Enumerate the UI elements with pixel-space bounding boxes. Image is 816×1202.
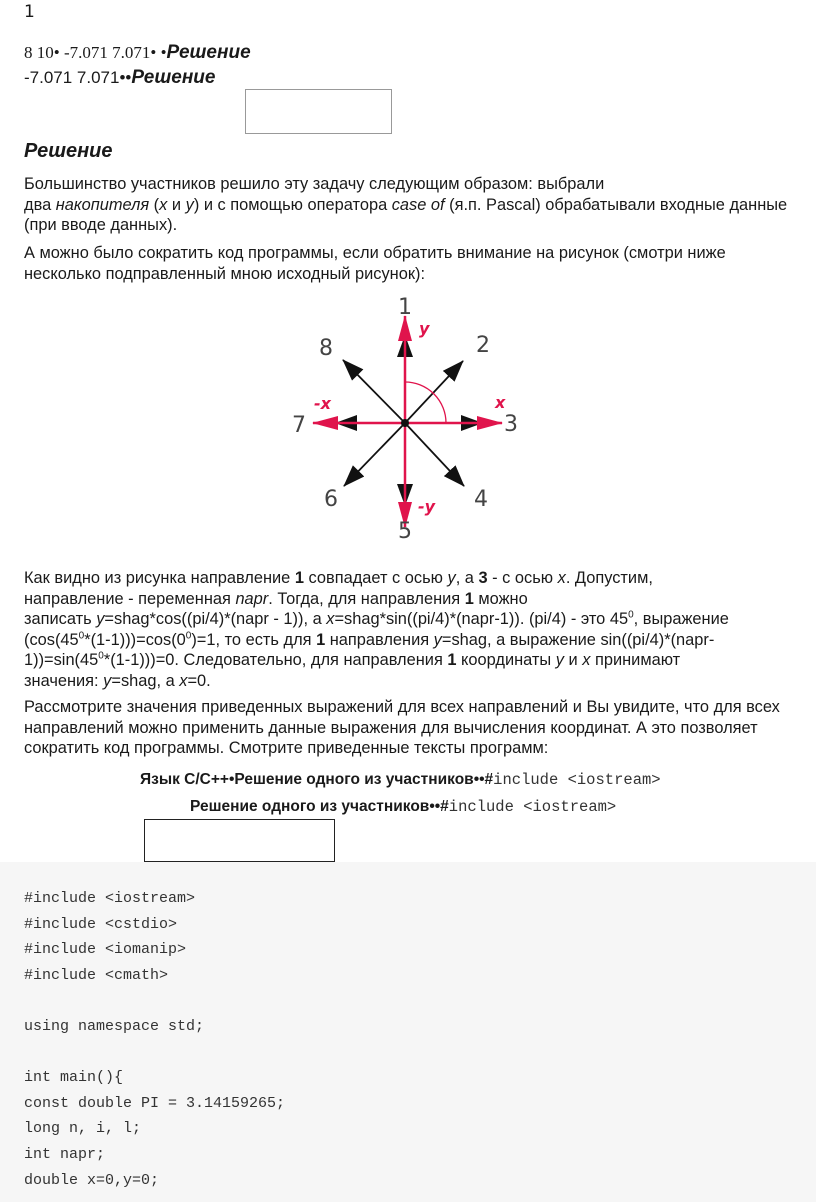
black-arrows	[336, 336, 482, 505]
text-segment: можно	[473, 589, 528, 608]
text-segment: . Допустим,	[565, 569, 653, 587]
axis-label-y: y	[419, 319, 430, 338]
text-segment: y	[96, 610, 105, 628]
text-segment: case of	[391, 195, 445, 214]
text-segment: 1	[464, 589, 474, 608]
text-segment: 1	[447, 651, 457, 669]
text-segment: =shag*sin((pi/4)*(napr-1)). (pi/4) - это 45	[334, 610, 629, 628]
origin-point	[401, 419, 409, 427]
text-segment: (cos(45	[24, 630, 79, 649]
caption-text: Решение одного из участников••#	[190, 798, 449, 815]
artifact-text: 8 10• -7.071 7.071• •	[24, 43, 167, 62]
text-segment: *(1-1)))=0. Следовательно, для направления	[103, 651, 448, 669]
arrow-direction-2	[405, 361, 463, 423]
direction-label-1: 1	[398, 295, 412, 320]
text-segment: - с осью	[487, 569, 558, 587]
axis-label-neg-x: -x	[314, 394, 331, 413]
direction-label-6: 6	[324, 487, 338, 512]
empty-image-frame	[144, 819, 335, 862]
page-number: 1	[24, 2, 35, 22]
direction-label-3: 3	[504, 412, 518, 437]
arrow-direction-6	[344, 423, 405, 486]
text-segment: 0	[185, 630, 192, 642]
text-segment: x	[557, 569, 566, 587]
text-segment: . Тогда, для направления	[268, 589, 465, 608]
axis-label-neg-y: -y	[418, 497, 436, 516]
text-segment: координаты	[456, 651, 556, 669]
text-segment: =shag, а выражение sin((pi/4)*(napr-	[441, 630, 715, 649]
axis-label-x: x	[495, 393, 506, 412]
section-heading: Решение	[24, 140, 113, 162]
text-segment: y	[185, 195, 194, 214]
caption-text: Язык C/C++•Решение одного из участников••#	[140, 771, 494, 788]
direction-diagram	[0, 0, 816, 560]
text-segment: значения:	[24, 671, 104, 690]
text-segment: 0	[628, 609, 634, 621]
text-segment: )=1, то есть для	[191, 630, 317, 649]
text-segment: =shag*cos((pi/4)*(napr - 1)), а	[104, 610, 327, 628]
text-segment: *(1-1)))=cos(0	[84, 630, 186, 649]
text-segment: принимают	[590, 651, 681, 669]
text-segment: записать	[24, 610, 97, 628]
text-segment: (	[149, 195, 160, 214]
artifact-heading: Решение	[166, 42, 251, 63]
text-segment: два	[24, 195, 56, 214]
text-segment: Рассмотрите значения приведенных выражений для всех направлений и Вы увидите, что для всех направлений можно применить данные выражения для вычисления координат. А это позволяет сократить код программы. Смотрите приведенные тексты программ:	[24, 698, 780, 757]
text-segment: y	[103, 671, 112, 690]
text-segment: , а	[455, 569, 479, 587]
caption-code: include <iostream>	[448, 798, 617, 816]
text-segment: 1	[316, 630, 326, 649]
text-segment: =0.	[187, 671, 211, 690]
text-segment: совпадает с осью	[303, 569, 448, 587]
direction-label-4: 4	[474, 487, 488, 512]
paragraph-explanation	[24, 568, 799, 691]
text-segment: x	[179, 671, 188, 690]
caption-code: include <iostream>	[493, 771, 661, 789]
text-segment: x	[582, 651, 591, 669]
direction-label-2: 2	[476, 333, 490, 358]
text-segment: 1))=sin(45	[24, 651, 99, 669]
text-segment: Как видно из рисунка направление	[24, 569, 295, 587]
code-caption-1	[140, 771, 661, 789]
text-segment: и	[563, 651, 583, 669]
arrow-direction-8	[343, 360, 405, 423]
text-segment: направления	[325, 630, 434, 649]
arrow-direction-4	[405, 423, 464, 486]
text-segment: y	[555, 651, 564, 669]
text-segment: 3	[478, 569, 488, 587]
text-segment: =shag, а	[111, 671, 180, 690]
text-segment: А можно было сократить код программы, если обратить внимание на рисунок (смотри ниже несколько подправленный мною исходный рисунок):	[24, 244, 726, 283]
direction-label-8: 8	[319, 336, 333, 361]
text-segment: и	[167, 195, 186, 214]
text-segment: 0	[78, 630, 85, 642]
text-segment: направление - переменная	[24, 589, 236, 608]
direction-label-5: 5	[398, 519, 412, 544]
text-segment: , выражение	[633, 610, 729, 628]
paragraph-conclusion	[24, 697, 799, 759]
text-segment: napr	[235, 589, 269, 608]
text-segment: 1	[294, 569, 304, 587]
text-segment: 0	[98, 650, 104, 662]
text-segment: (я.п. Pascal) обрабатывали входные данные (при вводе данных).	[24, 195, 788, 234]
direction-label-7: 7	[292, 413, 306, 438]
artifact-heading: Решение	[131, 67, 216, 88]
text-segment: накопителя	[55, 195, 150, 214]
text-segment: x	[326, 610, 335, 628]
text-segment: y	[447, 569, 456, 587]
code-text: #include <iostream> #include <cstdio> #include <iomanip> #include <cmath> using namespace std; int main(){ const double PI = 3.14159265; long n, i, l; int napr; double x=0,y=0;	[24, 890, 286, 1189]
text-segment: y	[433, 630, 442, 649]
code-block	[0, 862, 816, 1202]
text-segment: ) и с помощью оператора	[193, 195, 392, 214]
artifact-text: -7.071 7.071••	[24, 68, 132, 87]
text-segment: x	[159, 195, 168, 214]
text-segment: Большинство участников решило эту задачу следующим образом: выбрали	[24, 175, 605, 193]
code-caption-2	[190, 798, 616, 816]
